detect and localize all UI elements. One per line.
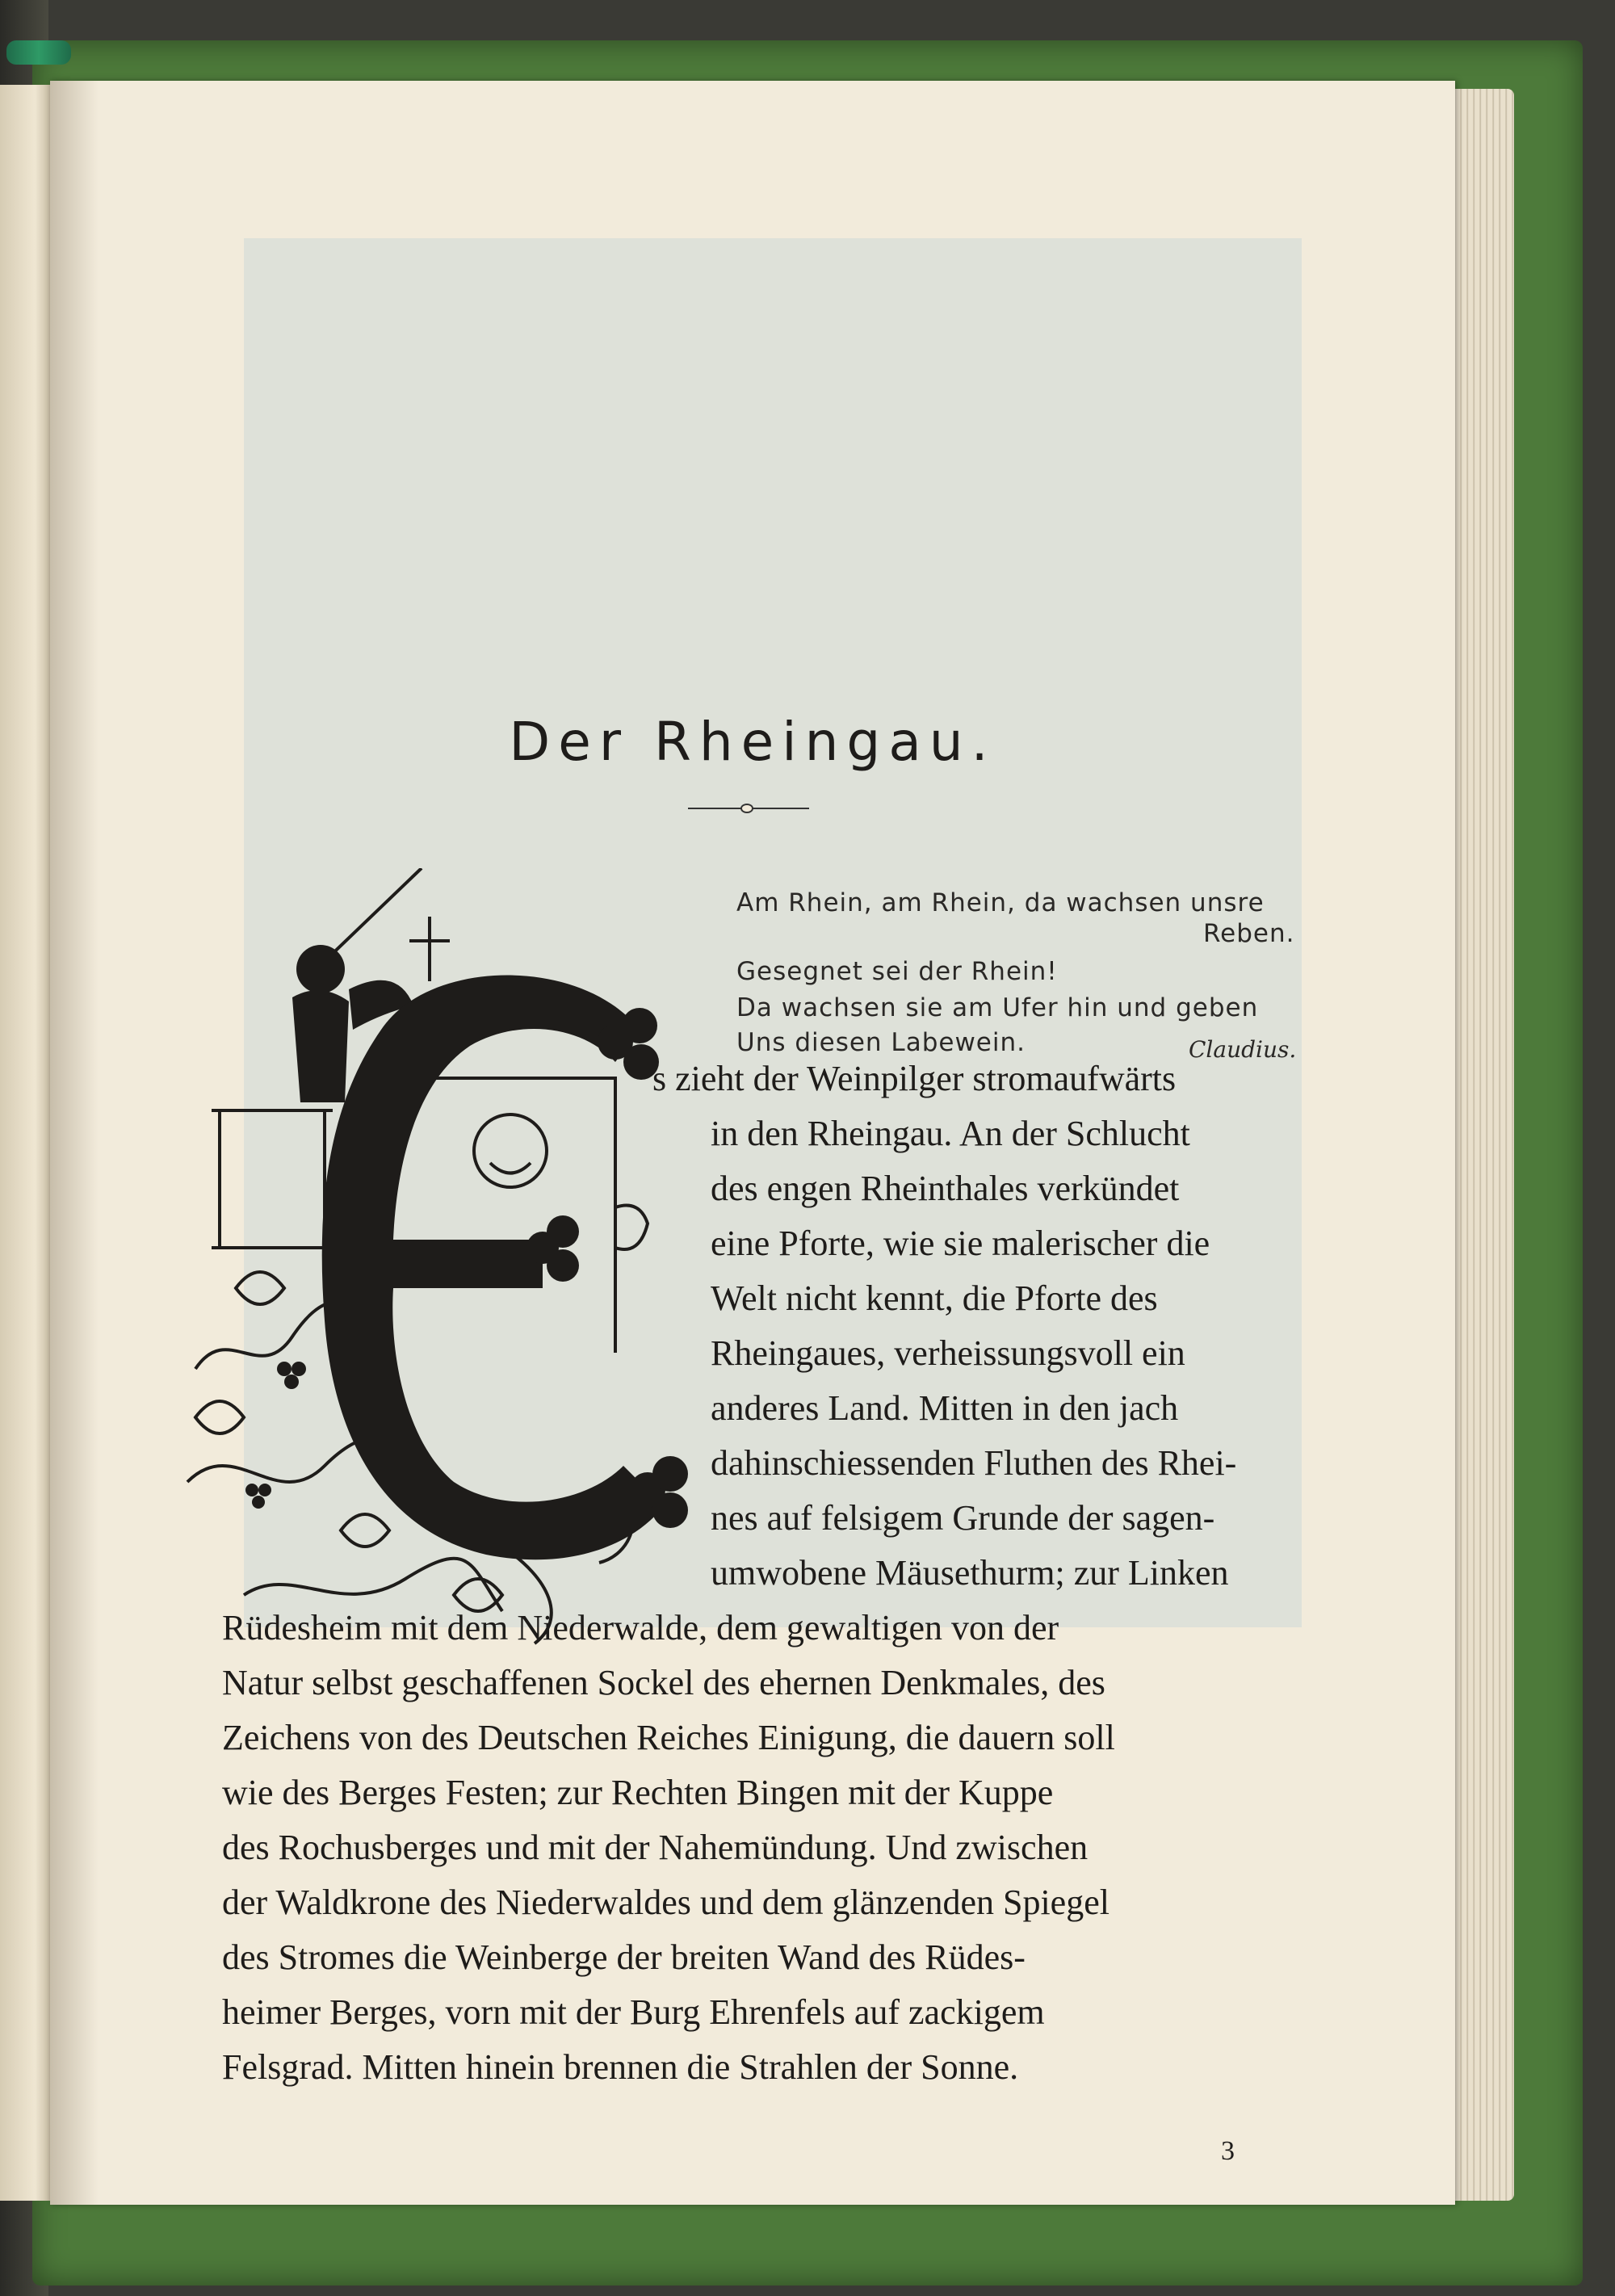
body-text-line: dahinschiessenden Fluthen des Rhei-: [711, 1443, 1237, 1483]
body-text-line: s zieht der Weinpilger stromaufwärts: [652, 1059, 1177, 1098]
bookmark-ribbon: [6, 40, 71, 65]
body-text-line: anderes Land. Mitten in den jach: [711, 1388, 1179, 1428]
title-ornament-rule: [688, 808, 809, 809]
body-text-line: des engen Rheinthales verkündet: [711, 1169, 1180, 1208]
body-text-line: heimer Berges, vorn mit der Burg Ehrenfels auf zackigem: [222, 1992, 1045, 2032]
body-text-line: in den Rheingau. An der Schlucht: [711, 1114, 1190, 1153]
body-text-line: Zeichens von des Deutschen Reiches Einigung, die dauern soll: [222, 1718, 1115, 1757]
epigraph-author: Claudius.: [1189, 1036, 1297, 1063]
body-text-line: des Stromes die Weinberge der breiten Wand des Rüdes-: [222, 1937, 1026, 1977]
body-text-line: Rheingaues, verheissungsvoll ein: [711, 1333, 1185, 1373]
epigraph-line: Gesegnet sei der Rhein!: [736, 957, 1058, 986]
previous-page-edge: [0, 85, 50, 2201]
body-text-line: Natur selbst geschaffenen Sockel des ehernen Denkmales, des: [222, 1663, 1105, 1702]
body-text-line: Welt nicht kennt, die Pforte des: [711, 1278, 1158, 1318]
body-text-line: Rüdesheim mit dem Niederwalde, dem gewaltigen von der: [222, 1608, 1059, 1647]
epigraph-line: Am Rhein, am Rhein, da wachsen unsre: [736, 888, 1265, 917]
page-edges: [1449, 89, 1514, 2201]
body-text-line: wie des Berges Festen; zur Rechten Bingen mit der Kuppe: [222, 1773, 1054, 1812]
epigraph-line: Reben.: [1203, 919, 1295, 948]
body-text-line: Felsgrad. Mitten hinein brennen die Strahlen der Sonne.: [222, 2047, 1019, 2087]
book-page: [50, 81, 1455, 2205]
epigraph-line: Da wachsen sie am Ufer hin und geben: [736, 993, 1259, 1022]
chapter-title: Der Rheingau.: [509, 711, 996, 773]
body-text-line: der Waldkrone des Niederwaldes und dem glänzenden Spiegel: [222, 1883, 1110, 1922]
body-text-line: umwobene Mäusethurm; zur Linken: [711, 1553, 1229, 1593]
decorated-initial-illustration: [163, 868, 712, 1668]
page-number: 3: [1221, 2136, 1235, 2166]
body-text-line: eine Pforte, wie sie malerischer die: [711, 1224, 1210, 1263]
body-text-line: nes auf felsigem Grunde der sagen-: [711, 1498, 1215, 1538]
epigraph-line: Uns diesen Labewein.: [736, 1028, 1026, 1057]
body-text-line: des Rochusberges und mit der Nahemündung. Und zwischen: [222, 1828, 1089, 1867]
